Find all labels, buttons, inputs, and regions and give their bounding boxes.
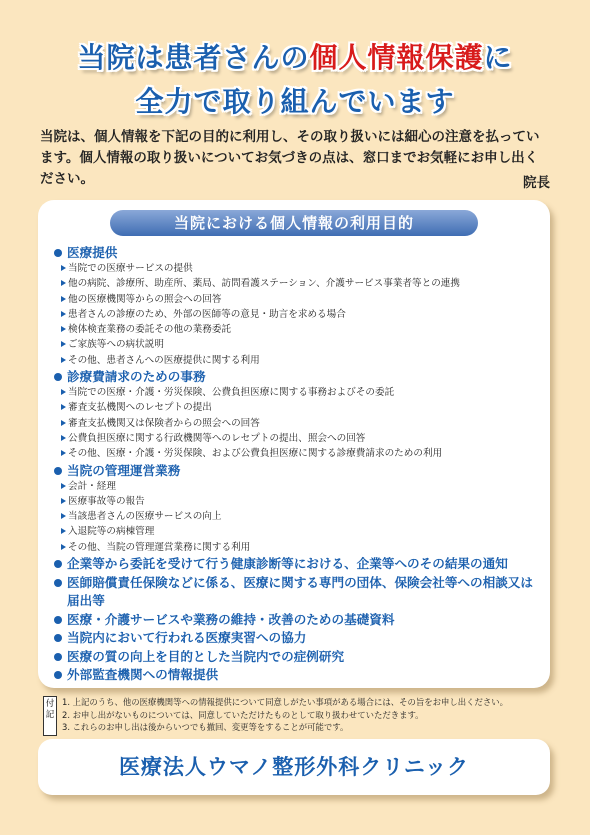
triangle-bullet-icon	[61, 483, 66, 489]
list-item	[54, 524, 544, 539]
intro-text: 当院は、個人情報を下記の目的に利用し、その取り扱いには細心の注意を払っています。個人情報の取り扱いについてお気づきの点は、窓口までお気軽にお申し出ください。	[40, 129, 540, 187]
signature: 院長	[523, 175, 550, 191]
list-item	[54, 337, 544, 352]
triangle-bullet-icon	[61, 265, 66, 271]
purpose-item	[54, 666, 544, 685]
list-item	[54, 416, 544, 431]
triangle-bullet-icon	[61, 420, 66, 426]
item-text: 審査支払機関又は保険者からの照会への回答	[68, 417, 260, 429]
purpose-item	[54, 611, 544, 630]
purpose-panel	[38, 200, 550, 688]
section-label: 診療費請求のための事務	[67, 369, 206, 385]
panel-title: 当院における個人情報の利用目的	[110, 210, 478, 236]
item-text: その他、医療・介護・労災保険、および公費負担医療に関する診療費請求のための利用	[68, 448, 443, 460]
item-text: 医療事故等の報告	[68, 495, 145, 507]
bullet-icon	[54, 634, 62, 642]
list-item	[54, 353, 544, 368]
list-item	[54, 307, 544, 322]
bullet-icon	[54, 616, 62, 624]
list-item	[54, 431, 544, 446]
section-heading	[54, 244, 544, 261]
purpose-text: 医療の質の向上を目的とした当院内での症例研究	[67, 648, 345, 664]
list-item	[54, 494, 544, 509]
triangle-bullet-icon	[61, 326, 66, 332]
item-text: 会計・経理	[68, 480, 116, 492]
title-line-1	[0, 36, 590, 80]
page-title	[0, 36, 590, 124]
triangle-bullet-icon	[61, 528, 66, 534]
item-text: 審査支払機関へのレセプトの提出	[68, 402, 212, 414]
triangle-bullet-icon	[61, 544, 66, 550]
list-item	[54, 509, 544, 524]
title-part: に	[483, 41, 513, 74]
bullet-icon	[54, 579, 62, 587]
triangle-bullet-icon	[61, 280, 66, 286]
triangle-bullet-icon	[61, 341, 66, 347]
purpose-text: 医療・介護サービスや業務の維持・改善のための基礎資料	[67, 611, 395, 627]
purpose-item	[54, 574, 544, 611]
purpose-text: 当院内において行われる医療実習への協力	[67, 630, 307, 646]
list-item	[54, 540, 544, 555]
list-item	[54, 261, 544, 276]
item-text: 当該患者さんの医療サービスの向上	[68, 511, 222, 523]
triangle-bullet-icon	[61, 357, 66, 363]
notes-block	[40, 696, 555, 734]
item-text: 当院での医療・介護・労災保険、公費負担医療に関する事務およびその委託	[68, 387, 395, 399]
title-part: 当院は患者さんの	[77, 41, 310, 74]
purpose-text: 外部監査機関への情報提供	[67, 667, 219, 683]
list-item	[54, 322, 544, 337]
bullet-icon	[54, 467, 62, 475]
triangle-bullet-icon	[61, 311, 66, 317]
purpose-list	[54, 244, 544, 685]
item-text: 検体検査業務の委託その他の業務委託	[68, 324, 232, 336]
list-item	[54, 276, 544, 291]
clinic-name: 医療法人ウマノ整形外科クリニック	[38, 739, 550, 795]
section-label: 当院の管理運営業務	[67, 462, 181, 478]
note-line: 3. これらのお申し出は後からいつでも撤回、変更等をすることが可能です。	[62, 722, 349, 733]
list-item	[54, 479, 544, 494]
list-item	[54, 446, 544, 461]
section-heading	[54, 368, 544, 385]
item-text: 公費負担医療に関する行政機関等へのレセプトの提出、照会への回答	[68, 432, 366, 444]
section-heading	[54, 462, 544, 479]
notes-tag: 付記	[43, 696, 57, 736]
triangle-bullet-icon	[61, 404, 66, 410]
item-text: 患者さんの診療のため、外部の医師等の意見・助言を求める場合	[68, 308, 346, 320]
purpose-item	[54, 629, 544, 648]
item-text: 当院での医療サービスの提供	[68, 263, 193, 274]
item-text: 他の病院、診療所、助産所、薬局、訪問看護ステーション、介護サービス事業者等との連携	[68, 278, 460, 290]
purpose-item	[54, 555, 544, 574]
item-text: その他、患者さんへの医療提供に関する利用	[68, 354, 260, 366]
triangle-bullet-icon	[61, 435, 66, 441]
bullet-icon	[54, 671, 62, 679]
bullet-icon	[54, 249, 62, 257]
list-item	[54, 400, 544, 415]
bullet-icon	[54, 560, 62, 568]
purpose-item	[54, 648, 544, 667]
triangle-bullet-icon	[61, 450, 66, 456]
title-highlight: 個人情報保護	[309, 41, 484, 74]
item-text: 入退院等の病棟管理	[68, 526, 155, 538]
section-label: 医療提供	[67, 245, 118, 260]
item-text: ご家族等への病状説明	[68, 339, 164, 351]
title-line-2: 全力で取り組んでいます	[135, 85, 455, 118]
purpose-text: 企業等から委託を受けて行う健康診断等における、企業等へのその結果の通知	[67, 556, 508, 572]
bullet-icon	[54, 653, 62, 661]
note-line: 1. 上記のうち、他の医療機関等への情報提供について同意しがたい事項がある場合には、その旨をお申し出ください。	[62, 697, 508, 707]
triangle-bullet-icon	[61, 498, 66, 504]
item-text: その他、当院の管理運営業務に関する利用	[68, 541, 251, 553]
triangle-bullet-icon	[61, 296, 66, 302]
list-item	[54, 385, 544, 400]
purpose-text: 医師賠償責任保険などに係る、医療に関する専門の団体、保険会社等への相談又は届出等	[67, 574, 533, 609]
triangle-bullet-icon	[61, 513, 66, 519]
triangle-bullet-icon	[61, 389, 66, 395]
list-item	[54, 292, 544, 307]
bullet-icon	[54, 373, 62, 381]
note-line: 2. お申し出がないものについては、同意していただけたものとして取り扱わせていただきます。	[62, 709, 424, 720]
item-text: 他の医療機関等からの照会への回答	[68, 293, 222, 305]
